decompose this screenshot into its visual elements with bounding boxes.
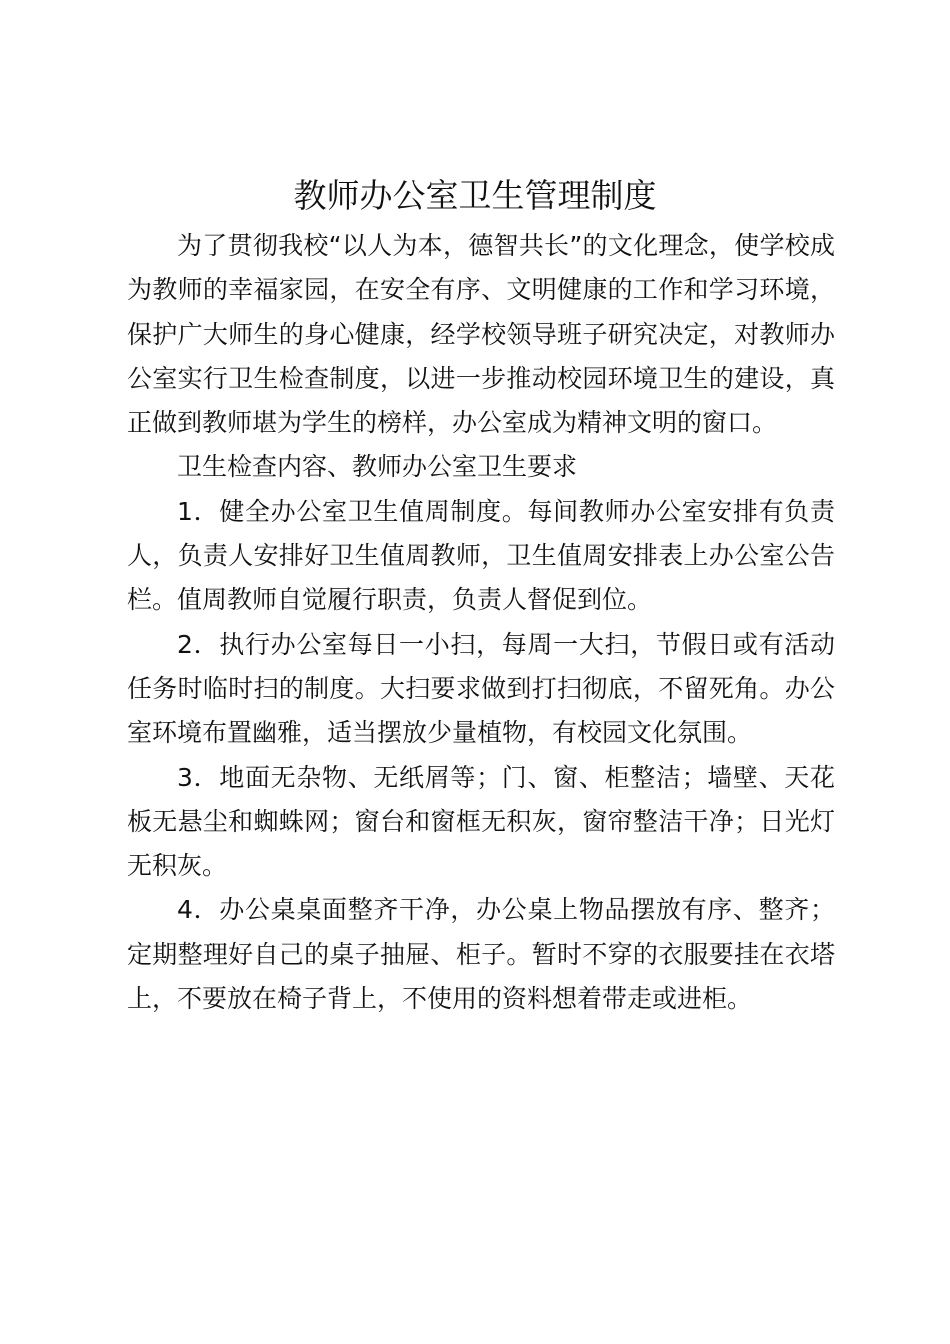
document-body bbox=[127, 224, 835, 1021]
rule-item-3: 3．地面无杂物、无纸屑等；门、窗、柜整洁；墙壁、天花板无悬尘和蜘蛛网；窗台和窗框无积灰，窗帘整洁干净；日光灯无积灰。 bbox=[127, 762, 835, 881]
intro-paragraph: 为了贯彻我校“以人为本，德智共长”的文化理念，使学校成为教师的幸福家园，在安全有序、文明健康的工作和学习环境，保护广大师生的身心健康，经学校领导班子研究决定，对教师办公室实行卫生检查制度，以进一步推动校园环境卫生的建设，真正做到教师堪为学生的榜样，办公室成为精神文明的窗口。 bbox=[127, 231, 835, 438]
section-heading: 卫生检查内容、教师办公室卫生要求 bbox=[177, 452, 578, 482]
document-title: 教师办公室卫生管理制度 bbox=[293, 176, 657, 215]
rule-item-2: 2．执行办公室每日一小扫，每周一大扫，节假日或有活动任务时临时扫的制度。大扫要求做到打扫彻底，不留死角。办公室环境布置幽雅，适当摆放少量植物，有校园文化氛围。 bbox=[127, 629, 835, 748]
rule-item-4: 4．办公桌桌面整齐干净，办公桌上物品摆放有序、整齐；定期整理好自己的桌子抽屉、柜子。暂时不穿的衣服要挂在衣塔上，不要放在椅子背上，不使用的资料想着带走或进柜。 bbox=[127, 895, 835, 1014]
rule-item-1: 1．健全办公室卫生值周制度。每间教师办公室安排有负责人，负责人安排好卫生值周教师，卫生值周安排表上办公室公告栏。值周教师自觉履行职责，负责人督促到位。 bbox=[127, 496, 835, 615]
